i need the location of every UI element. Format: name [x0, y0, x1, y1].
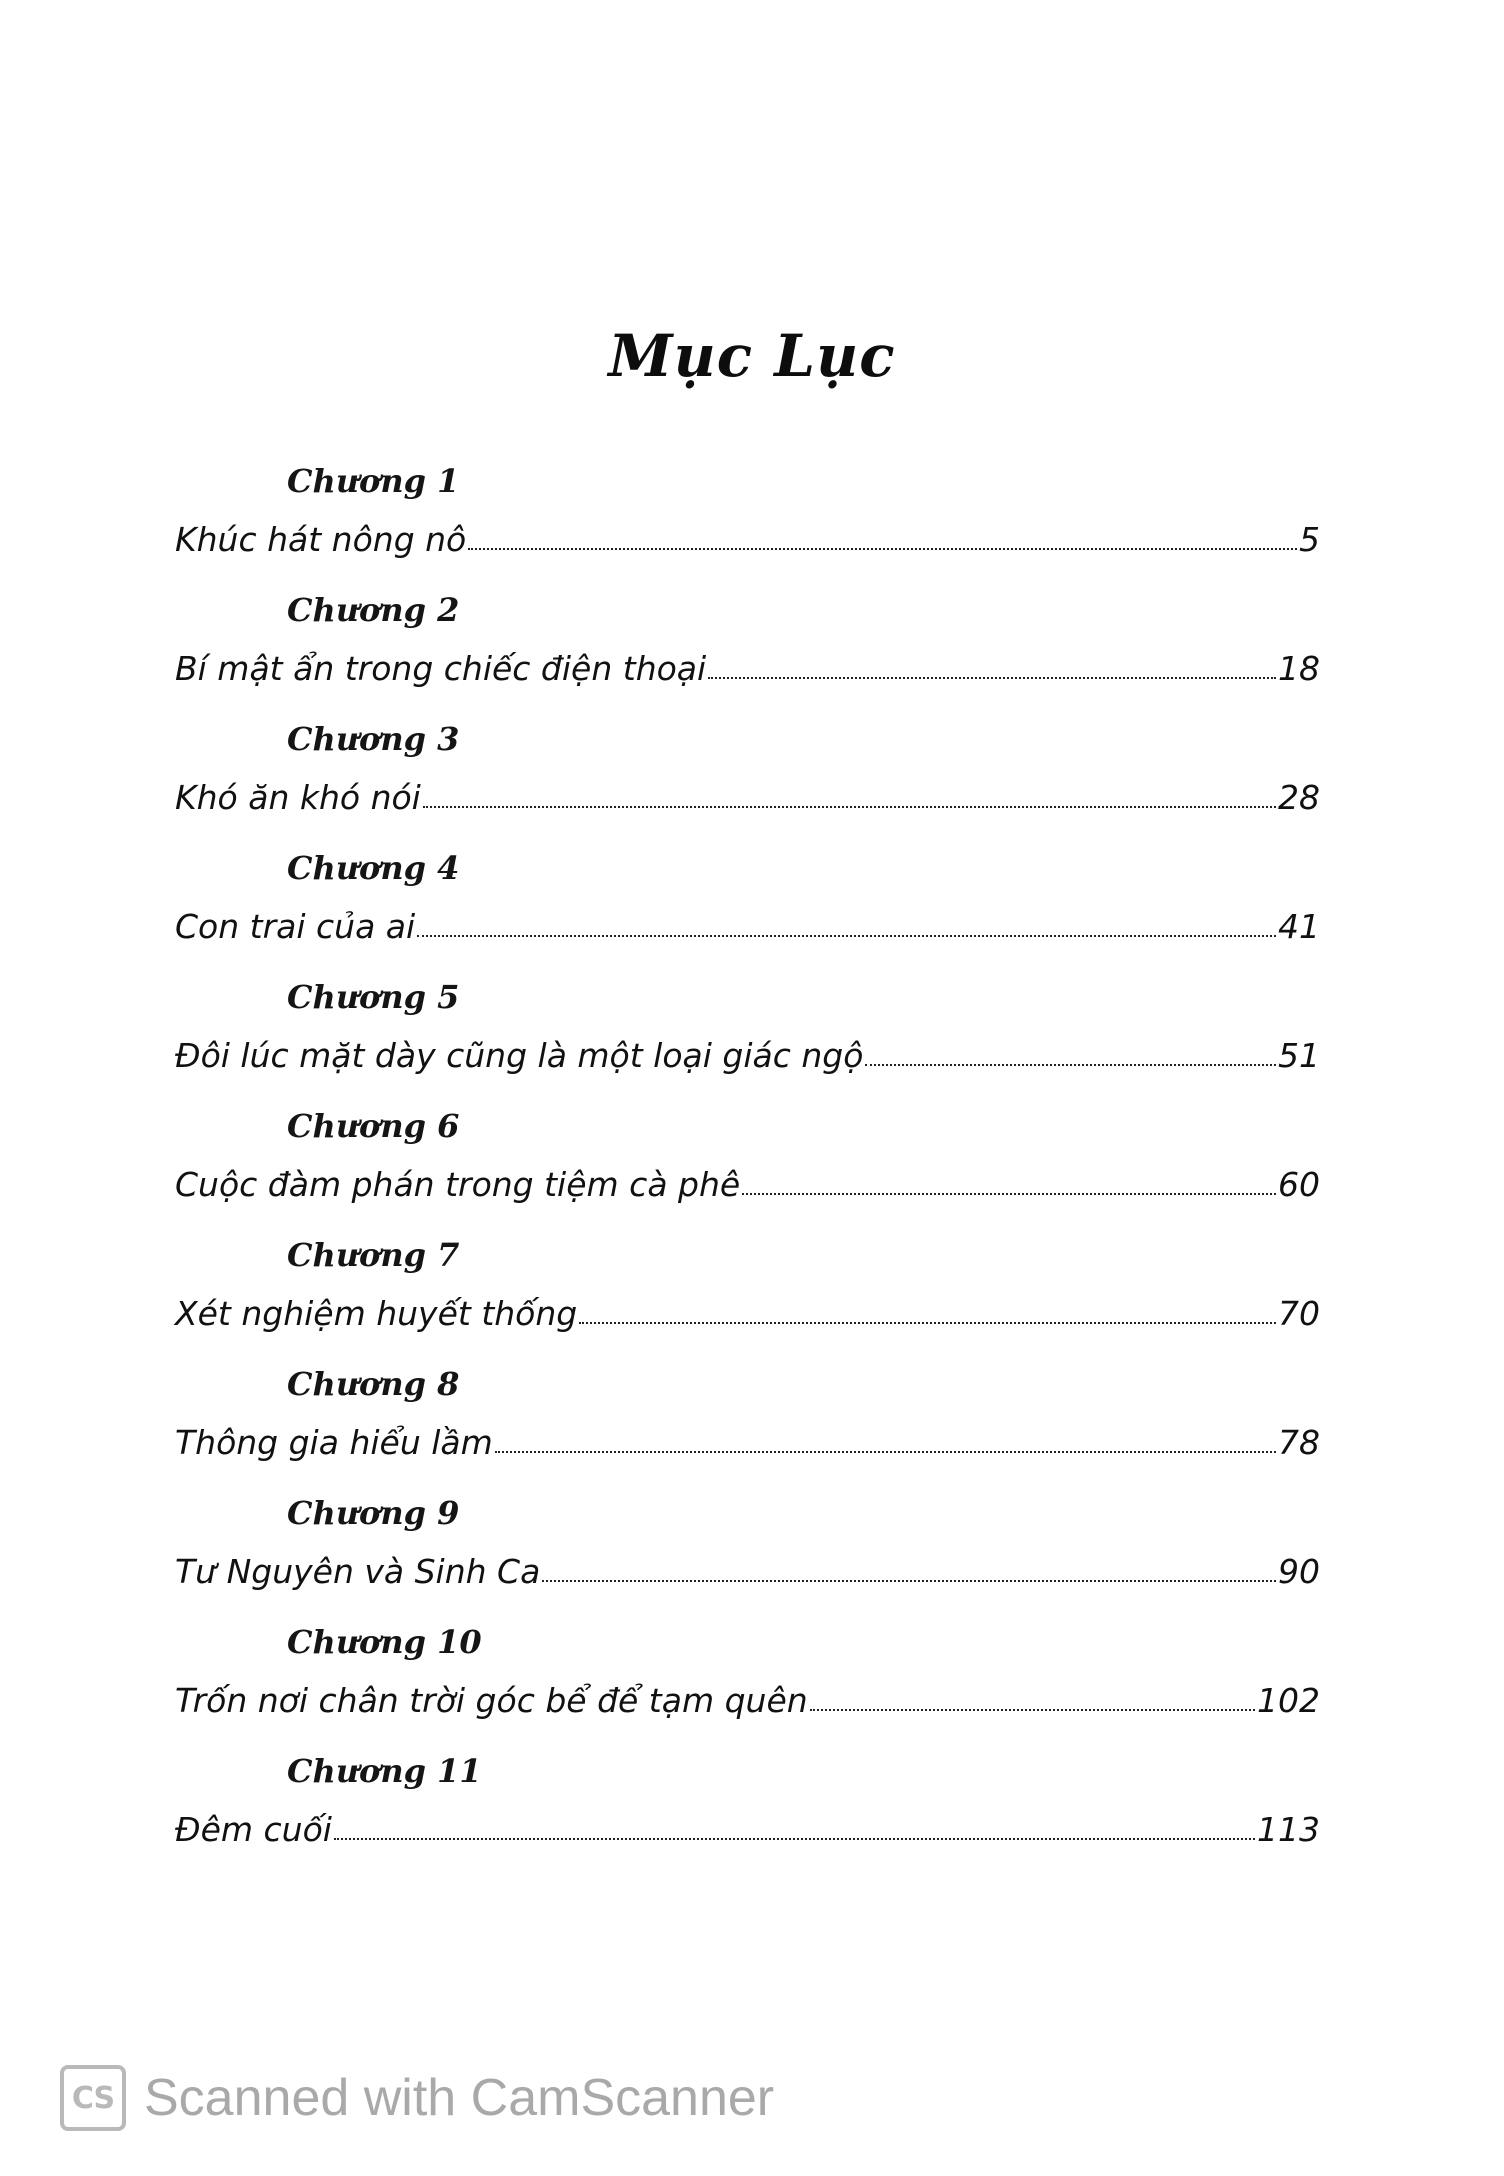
chapter-label: Chương 5 [287, 978, 460, 1016]
page-number: 102 [1257, 1681, 1320, 1720]
chapter-label: Chương 4 [287, 849, 460, 887]
chapter-title: Bí mật ẩn trong chiếc điện thoại [175, 649, 707, 688]
dot-leader [742, 1193, 1276, 1195]
toc-line [175, 1552, 1320, 1591]
page-number: 5 [1299, 520, 1320, 559]
chapter-label: Chương 9 [287, 1494, 460, 1532]
chapter-label: Chương 11 [287, 1752, 482, 1790]
chapter-title: Đêm cuối [175, 1810, 332, 1849]
dot-leader [468, 548, 1297, 550]
chapter-title: Đôi lúc mặt dày cũng là một loại giác ngộ [175, 1036, 864, 1075]
page-number: 113 [1257, 1810, 1320, 1849]
toc-line [175, 1036, 1320, 1075]
chapter-title: Khúc hát nông nô [175, 520, 467, 559]
chapter-label: Chương 6 [287, 1107, 460, 1145]
dot-leader [810, 1709, 1255, 1711]
toc-entry [175, 1107, 1320, 1236]
dot-leader [334, 1838, 1255, 1840]
toc-line [175, 520, 1320, 559]
toc-entry [175, 1365, 1320, 1494]
toc-line [175, 1165, 1320, 1204]
chapter-title: Thông gia hiểu lầm [175, 1423, 493, 1462]
camscanner-logo-icon: CS [60, 2065, 126, 2131]
dot-leader [495, 1451, 1276, 1453]
page-number: 28 [1278, 778, 1320, 817]
page-number: 70 [1278, 1294, 1320, 1333]
toc-line [175, 1294, 1320, 1333]
page-number: 60 [1278, 1165, 1320, 1204]
toc-line [175, 1423, 1320, 1462]
watermark-text: Scanned with CamScanner [144, 2069, 775, 2127]
camscanner-watermark [60, 2065, 774, 2131]
toc-entry [175, 1623, 1320, 1752]
page-number: 78 [1278, 1423, 1320, 1462]
dot-leader [417, 935, 1276, 937]
chapter-label: Chương 3 [287, 720, 460, 758]
page-number: 90 [1278, 1552, 1320, 1591]
toc-entry [175, 591, 1320, 720]
toc-entry [175, 1752, 1320, 1881]
dot-leader [865, 1064, 1276, 1066]
toc-line [175, 1810, 1320, 1849]
toc-entry [175, 1494, 1320, 1623]
chapter-title: Cuộc đàm phán trong tiệm cà phê [175, 1165, 741, 1204]
page-number: 41 [1278, 907, 1320, 946]
chapter-label: Chương 1 [287, 462, 460, 500]
dot-leader [542, 1580, 1276, 1582]
toc-entry [175, 849, 1320, 978]
toc-line [175, 1681, 1320, 1720]
dot-leader [423, 806, 1276, 808]
chapter-label: Chương 8 [287, 1365, 460, 1403]
toc-line [175, 649, 1320, 688]
chapter-label: Chương 2 [287, 591, 460, 629]
toc-line [175, 907, 1320, 946]
toc-line [175, 778, 1320, 817]
page-number: 18 [1278, 649, 1320, 688]
toc-entry [175, 720, 1320, 849]
dot-leader [579, 1322, 1276, 1324]
chapter-label: Chương 10 [287, 1623, 482, 1661]
chapter-title: Trốn nơi chân trời góc bể để tạm quên [175, 1681, 808, 1720]
chapter-title: Tư Nguyên và Sinh Ca [175, 1552, 541, 1591]
toc-entry [175, 1236, 1320, 1365]
chapter-title: Khó ăn khó nói [175, 778, 421, 817]
chapter-title: Con trai của ai [175, 907, 416, 946]
toc-entry [175, 978, 1320, 1107]
chapter-title: Xét nghiệm huyết thống [175, 1294, 578, 1333]
dot-leader [708, 677, 1276, 679]
page-number: 51 [1278, 1036, 1320, 1075]
table-of-contents [175, 462, 1320, 1881]
chapter-label: Chương 7 [287, 1236, 460, 1274]
page-title: Mục Lục [608, 322, 896, 390]
toc-entry [175, 462, 1320, 591]
